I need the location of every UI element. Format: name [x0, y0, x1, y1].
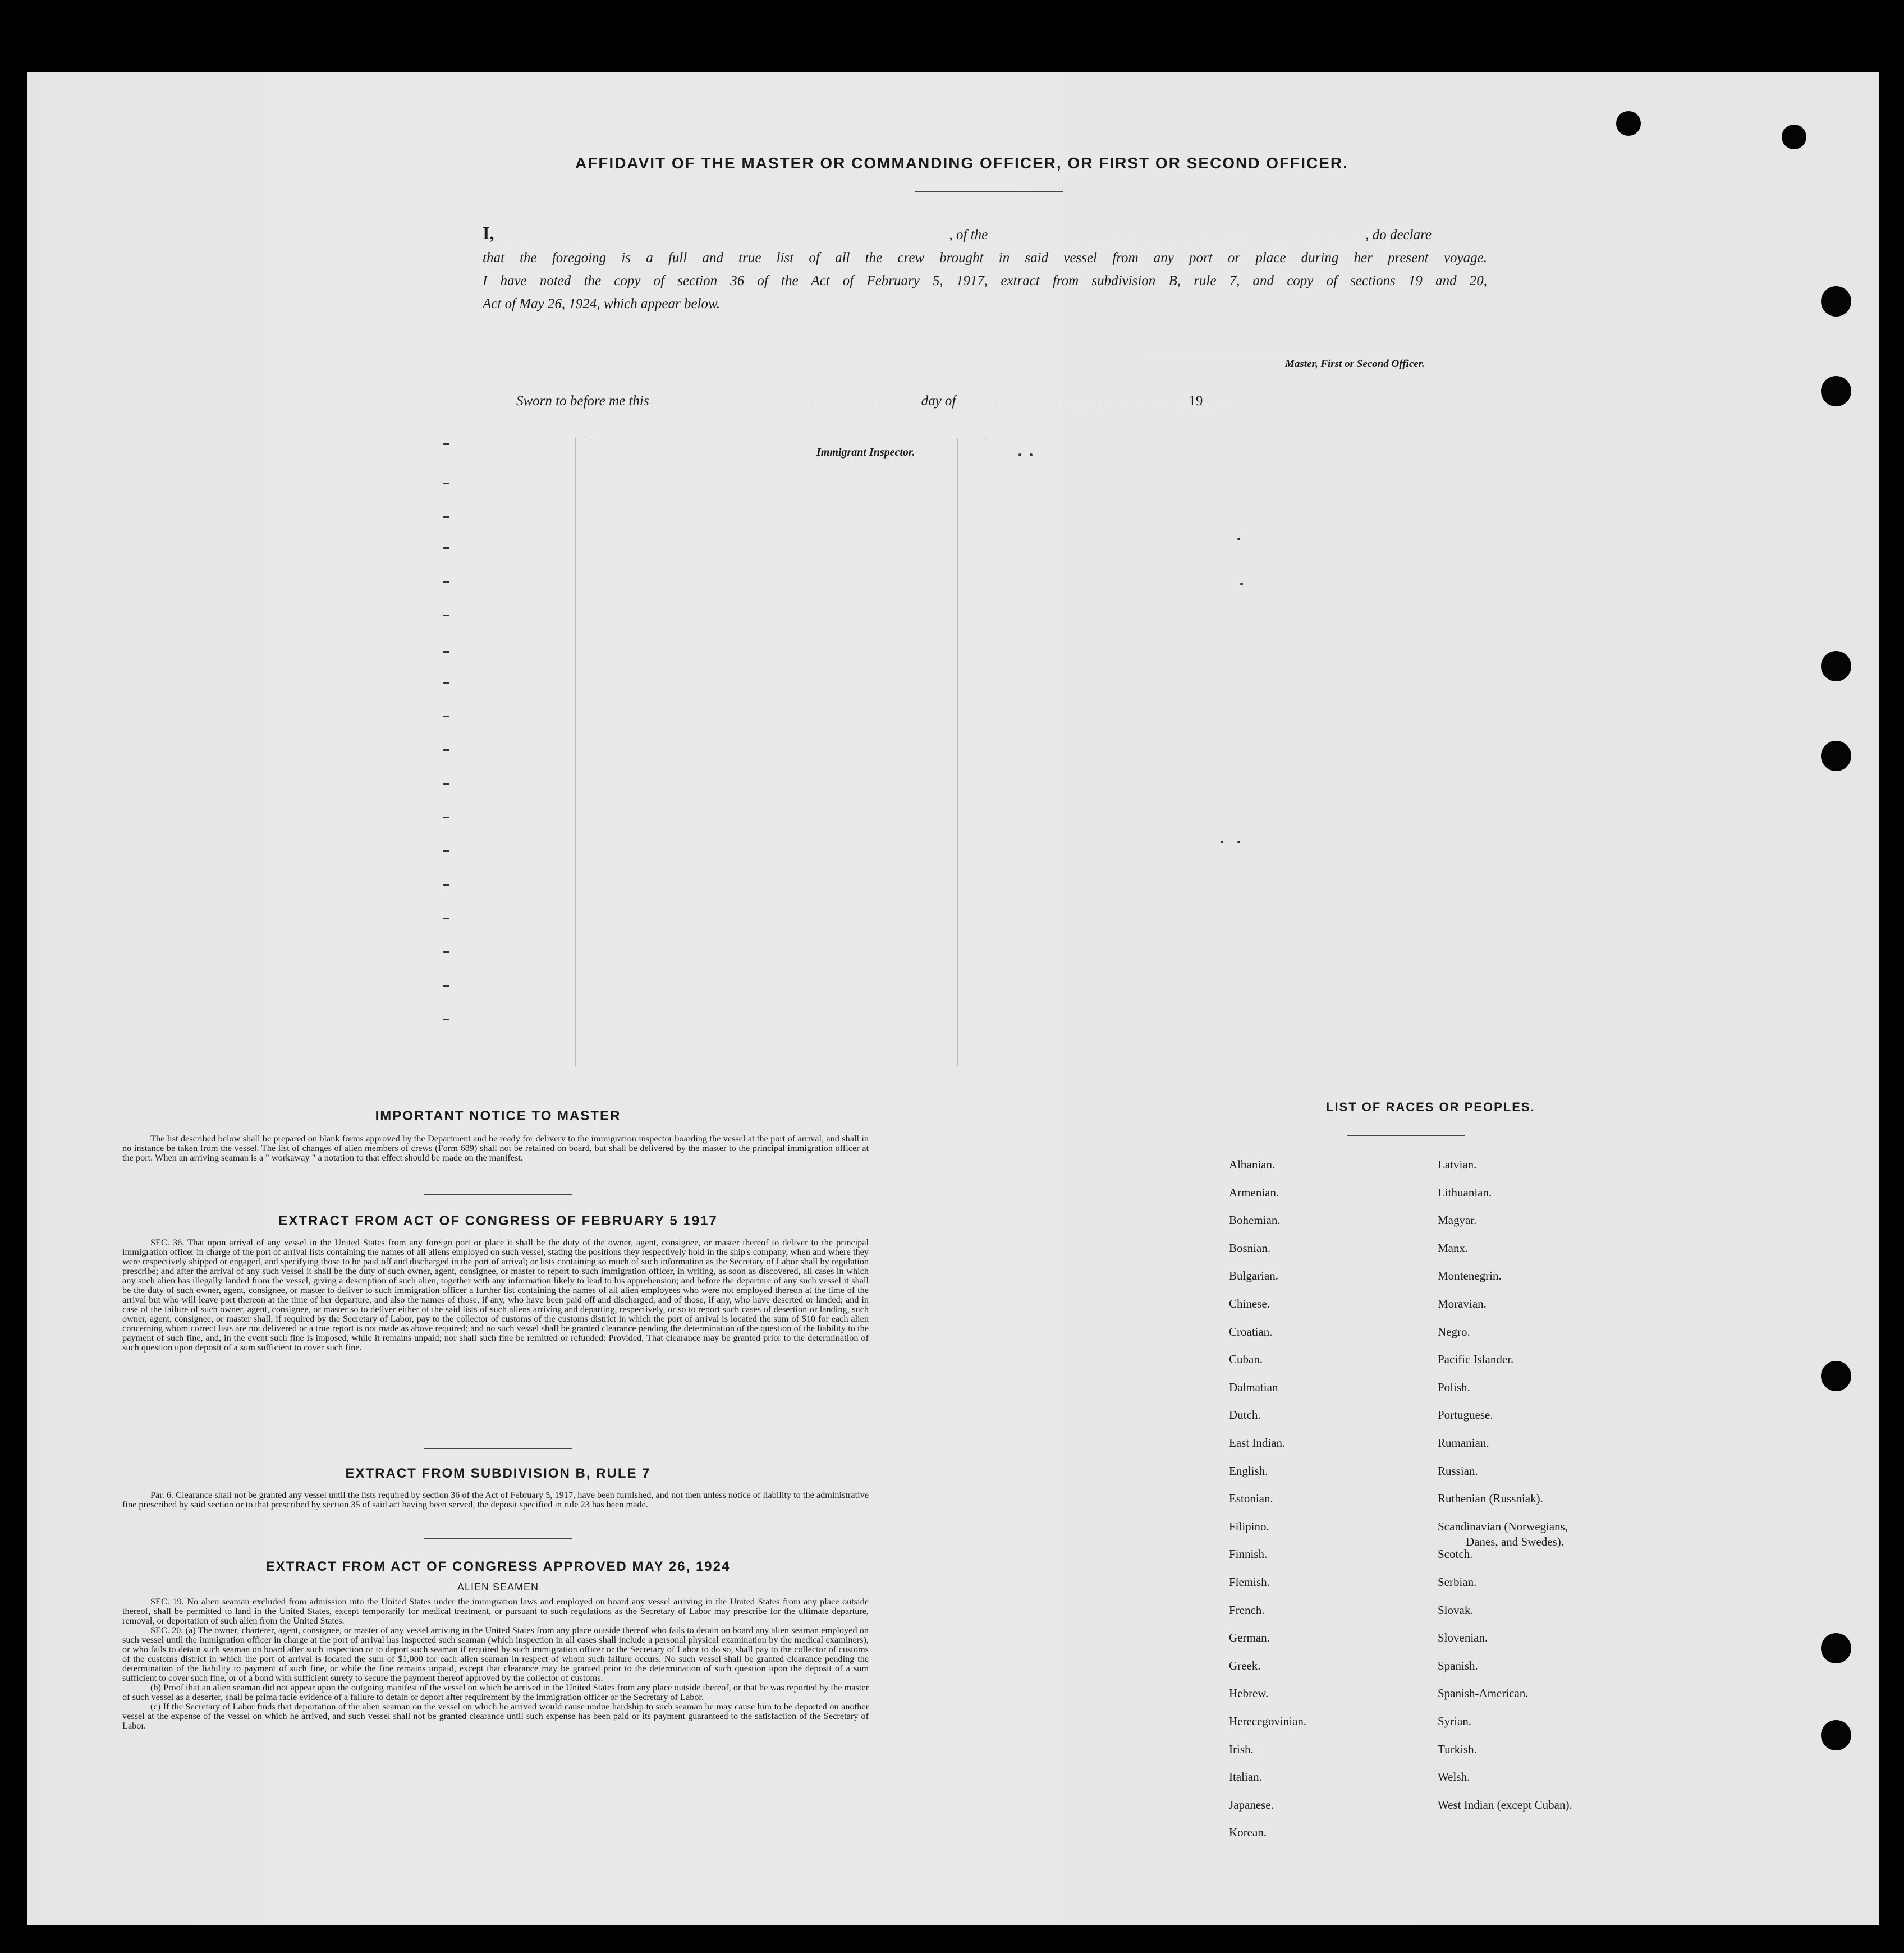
year-prefix: 19	[1189, 393, 1203, 409]
par-6-paragraph: Par. 6. Clearance shall not be granted any vessel until the lists required by section 36 of the Act of February 5, 1917, have been furnished, and not then unless notice of liability to the administrative fine prescribed by said section or to that prescribed by section 35 of said act having been served, the deposit specified in rule 23 has been made.	[122, 1489, 869, 1510]
margin-tick	[443, 817, 449, 818]
race-item: Korean.	[1229, 1826, 1267, 1840]
notice-title: IMPORTANT NOTICE TO MASTER	[375, 1108, 621, 1124]
margin-tick	[443, 483, 449, 484]
margin-tick	[443, 615, 449, 616]
margin-tick	[443, 547, 449, 549]
race-item: Negro.	[1438, 1324, 1470, 1338]
binder-hole	[1782, 125, 1806, 149]
race-item: Finnish.	[1229, 1547, 1268, 1561]
sec-20a-paragraph: SEC. 20. (a) The owner, charterer, agent, consignee, or master of any vessel arriving in the United States from any place outside thereof who fails to detain on board any alien seaman employed on such vessel until the immigration officer in charge at the port of arrival has inspected such seaman (which inspection in all cases shall include a personal physical examination by the medical examiners), or who fails to detain such seaman on board after such inspection or to deport such seaman if required by such immigration officer or the Secretary of Labor to do so, shall pay to the collector of customs of the customs district in which the port of arrival is located the sum of $1,000 for each alien seaman in respect of whom such failure occurs. No such vessel shall be granted clearance pending the determination of the liability to payment of such fine, or while the fine remains unpaid, except that clearance may be granted prior to the determination of such question upon the deposit of a sum sufficient to cover such fine, or of a bond with sufficient surety to secure the payment thereof approved by the collector of customs.	[122, 1625, 869, 1683]
sworn-line	[516, 393, 1225, 409]
binder-hole	[1821, 1633, 1851, 1663]
margin-tick	[443, 783, 449, 785]
race-item: Albanian.	[1229, 1158, 1276, 1171]
race-item: Manx.	[1438, 1241, 1469, 1255]
section-rule	[424, 1194, 572, 1195]
race-item: Montenegrin.	[1438, 1269, 1502, 1283]
race-item: Bulgarian.	[1229, 1269, 1279, 1283]
sworn-label: Sworn to before me this	[516, 393, 649, 409]
race-item: Portuguese.	[1438, 1408, 1493, 1422]
race-item: Bohemian.	[1229, 1213, 1281, 1227]
margin-tick	[443, 1019, 449, 1020]
race-item: Herecegovinian.	[1229, 1714, 1307, 1728]
race-item: Flemish.	[1229, 1575, 1270, 1589]
races-rule	[1347, 1135, 1465, 1136]
section-rule	[424, 1448, 572, 1449]
name-blank	[497, 227, 949, 239]
stray-mark	[1237, 538, 1240, 540]
race-item: Spanish.	[1438, 1658, 1478, 1672]
stray-mark	[1237, 841, 1240, 843]
notice-body	[122, 1134, 869, 1162]
race-item: German.	[1229, 1631, 1270, 1645]
race-item: Danes, and Swedes).	[1466, 1534, 1564, 1548]
race-item: Spanish-American.	[1438, 1686, 1529, 1700]
stray-mark	[1240, 583, 1243, 585]
race-item: English.	[1229, 1464, 1268, 1478]
race-item: Ruthenian (Russniak).	[1438, 1492, 1543, 1506]
binder-hole	[1821, 1720, 1851, 1750]
extract-1917-body	[122, 1237, 869, 1352]
races-title: LIST OF RACES OR PEOPLES.	[1326, 1100, 1535, 1114]
race-item: Italian.	[1229, 1770, 1262, 1784]
binder-hole	[1821, 1361, 1851, 1391]
affidavit-body	[483, 222, 1487, 315]
stray-mark	[1030, 453, 1033, 456]
i-label: I,	[483, 223, 494, 243]
race-item: Syrian.	[1438, 1714, 1472, 1728]
affidavit-line-4: Act of May 26, 1924, which appear below.	[483, 296, 721, 311]
race-item: Dutch.	[1229, 1408, 1261, 1422]
race-item: French.	[1229, 1603, 1265, 1617]
section-rule	[424, 1538, 572, 1539]
extract-1924-title: EXTRACT FROM ACT OF CONGRESS APPROVED MAY 26, 1924	[265, 1559, 731, 1574]
year-blank	[1203, 393, 1225, 405]
master-signature-caption: Master, First or Second Officer.	[1285, 358, 1425, 370]
margin-tick	[443, 651, 449, 653]
extract-1924-body	[122, 1597, 869, 1730]
race-item: Russian.	[1438, 1464, 1478, 1478]
race-item: Greek.	[1229, 1658, 1261, 1672]
race-item: Serbian.	[1438, 1575, 1477, 1589]
margin-tick	[443, 951, 449, 953]
race-item: East Indian.	[1229, 1436, 1286, 1450]
binder-hole	[1616, 111, 1641, 136]
race-item: Bosnian.	[1229, 1241, 1271, 1255]
race-item: Lithuanian.	[1438, 1185, 1492, 1199]
margin-tick	[443, 443, 449, 445]
margin-tick	[443, 581, 449, 583]
sec-20c-paragraph: (c) If the Secretary of Labor finds that deportation of the alien seaman on the vessel on which he arrived would cause undue hardship to such seaman he may cause him to be deported on another vessel at the expense of the vessel on which he arrived, and such vessel shall not be granted clearance until such expense has been paid or its payment guaranteed to the satisfaction of the Secretary of Labor.	[122, 1701, 869, 1731]
race-item: Pacific Islander.	[1438, 1353, 1514, 1367]
affidavit-title: AFFIDAVIT OF THE MASTER OR COMMANDING OFFICER, OR FIRST OR SECOND OFFICER.	[575, 154, 1348, 172]
race-item: Moravian.	[1438, 1297, 1487, 1310]
race-item: Japanese.	[1229, 1798, 1274, 1812]
day-of-label: day of	[921, 393, 956, 409]
extract-1917-title: EXTRACT FROM ACT OF CONGRESS OF FEBRUARY 5 1917	[278, 1213, 718, 1228]
affidavit-line-2: that the foregoing is a full and true list of all the crew brought in said vessel from any port or place during her present voyage.	[483, 250, 1487, 265]
race-item: Slovenian.	[1438, 1631, 1488, 1645]
section-36-paragraph: SEC. 36. That upon arrival of any vessel in the United States from any foreign port or place it shall be the duty of the owner, agent, consignee, or master thereof to deliver to the principal immigration officer in charge of the port of arrival lists containing the names of all aliens employed on such vessel, stating the positions they respectively hold in the ship's company, when and where they were respectively shipped or engaged, and specifying those to be paid off and discharged in the port of arrival; or lists containing so much of such information as the Secretary of Labor shall by regulation prescribe; and after the arrival of any such vessel it shall be the duty of such owner, agent, consignee, or master to report to such immigration officer, in writing, as soon as discovered, all cases in which any such alien has illegally landed from the vessel, giving a description of such alien, together with any information likely to lead to his apprehension; and before the departure of any such vessel it shall be the duty of such owner, agent, consignee, or master to deliver to such immigration officer a further list containing the names of all alien employees who were not employed thereon at the time of the arrival but who will leave port thereon at the time of her departure, and also the names of those, if any, who have been paid off and discharged, and of those, if any, who have deserted or landed; and in case of the failure of such owner, agent, consignee, or master so to deliver either of the said lists of such aliens arriving and departing, respectively, or so to report such cases of desertion or landing, such owner, agent, consignee, or master shall, if required by the Secretary of Labor, pay to the collector of customs of the customs district in which the port of arrival is located the sum of $10 for each alien concerning whom correct lists are not delivered or a true report is not made as above required; and no such vessel shall be granted clearance pending the determination of the question of the liability to the payment of such fine, and, in the event such fine is imposed, while it remains unpaid; nor shall such fine be remitted or refunded: Provided, That clearance may be granted prior to the determination of such question upon deposit of a sum sufficient to cover such fine.	[122, 1237, 869, 1353]
extract-rule-7-title: EXTRACT FROM SUBDIVISION B, RULE 7	[345, 1466, 651, 1481]
race-item: Scotch.	[1438, 1547, 1473, 1561]
race-item: Latvian.	[1438, 1158, 1477, 1171]
of-the-label: , of the	[949, 227, 988, 242]
margin-tick	[443, 884, 449, 886]
race-item: Chinese.	[1229, 1297, 1270, 1310]
margin-tick	[443, 682, 449, 684]
race-item: Scandinavian (Norwegians,	[1438, 1519, 1568, 1533]
race-item: Rumanian.	[1438, 1436, 1489, 1450]
race-item: Estonian.	[1229, 1492, 1273, 1506]
race-item: Hebrew.	[1229, 1686, 1269, 1700]
race-item: Dalmatian	[1229, 1380, 1278, 1394]
race-item: Slovak.	[1438, 1603, 1474, 1617]
alien-seamen-heading: ALIEN SEAMEN	[457, 1581, 539, 1593]
race-item: Cuban.	[1229, 1353, 1263, 1367]
margin-tick	[443, 985, 449, 987]
stray-mark	[1221, 841, 1223, 843]
race-item: Irish.	[1229, 1742, 1254, 1756]
inspector-caption: Immigrant Inspector.	[816, 446, 915, 459]
race-item: Turkish.	[1438, 1742, 1477, 1756]
margin-tick	[443, 850, 449, 852]
affidavit-line-3: I have noted the copy of section 36 of the Act of February 5, 1917, extract from subdivision B, rule 7, and copy of sections 19 and 20,	[483, 273, 1487, 288]
title-rule	[915, 191, 1063, 192]
margin-tick	[443, 918, 449, 919]
margin-tick	[443, 749, 449, 751]
race-item: West Indian (except Cuban).	[1438, 1798, 1572, 1812]
race-item: Magyar.	[1438, 1213, 1477, 1227]
binder-hole	[1821, 651, 1851, 681]
column-line	[957, 438, 958, 1066]
margin-tick	[443, 516, 449, 518]
column-line	[575, 438, 576, 1066]
stray-mark	[1018, 453, 1021, 456]
race-item: Welsh.	[1438, 1770, 1470, 1784]
sec-19-paragraph: SEC. 19. No alien seaman excluded from admission into the United States under the immigration laws and employed on board any vessel arriving in the United States from any place outside thereof, shall be permitted to land in the United States, except temporarily for medical treatment, or pursuant to such regulations as the Secretary of Labor may prescribe for the ultimate departure, removal, or deportation of such alien from the United States.	[122, 1596, 869, 1626]
do-declare-label: , do declare	[1365, 227, 1432, 242]
sworn-month-blank	[961, 393, 1183, 405]
sworn-day-blank	[655, 393, 916, 405]
sec-20b-paragraph: (b) Proof that an alien seaman did not appear upon the outgoing manifest of the vessel on which he arrived in the United States from any place outside thereof, or that he was reported by the master of such vessel as a deserter, shall be prima facie evidence of a failure to detain or deport after requirement by the immigration officer or the Secretary of Labor.	[122, 1682, 869, 1702]
race-item: Polish.	[1438, 1380, 1470, 1394]
race-item: Filipino.	[1229, 1519, 1269, 1533]
notice-paragraph: The list described below shall be prepared on blank forms approved by the Department and be ready for delivery to the immigration inspector boarding the vessel at the port of arrival, and shall in no instance be taken from the vessel. The list of changes of alien members of crews (Form 689) shall not be retained on board, but shall be delivered by the master to the principal immigration officer at the port. When an arriving seaman is a " workaway " a notation to that effect should be made on the manifest.	[122, 1133, 869, 1163]
race-item: Croatian.	[1229, 1324, 1273, 1338]
margin-tick	[443, 716, 449, 717]
extract-rule-7-body	[122, 1490, 869, 1509]
binder-hole	[1821, 741, 1851, 771]
race-item: Armenian.	[1229, 1185, 1279, 1199]
binder-hole	[1821, 286, 1851, 317]
vessel-blank	[992, 227, 1365, 239]
binder-hole	[1821, 376, 1851, 406]
